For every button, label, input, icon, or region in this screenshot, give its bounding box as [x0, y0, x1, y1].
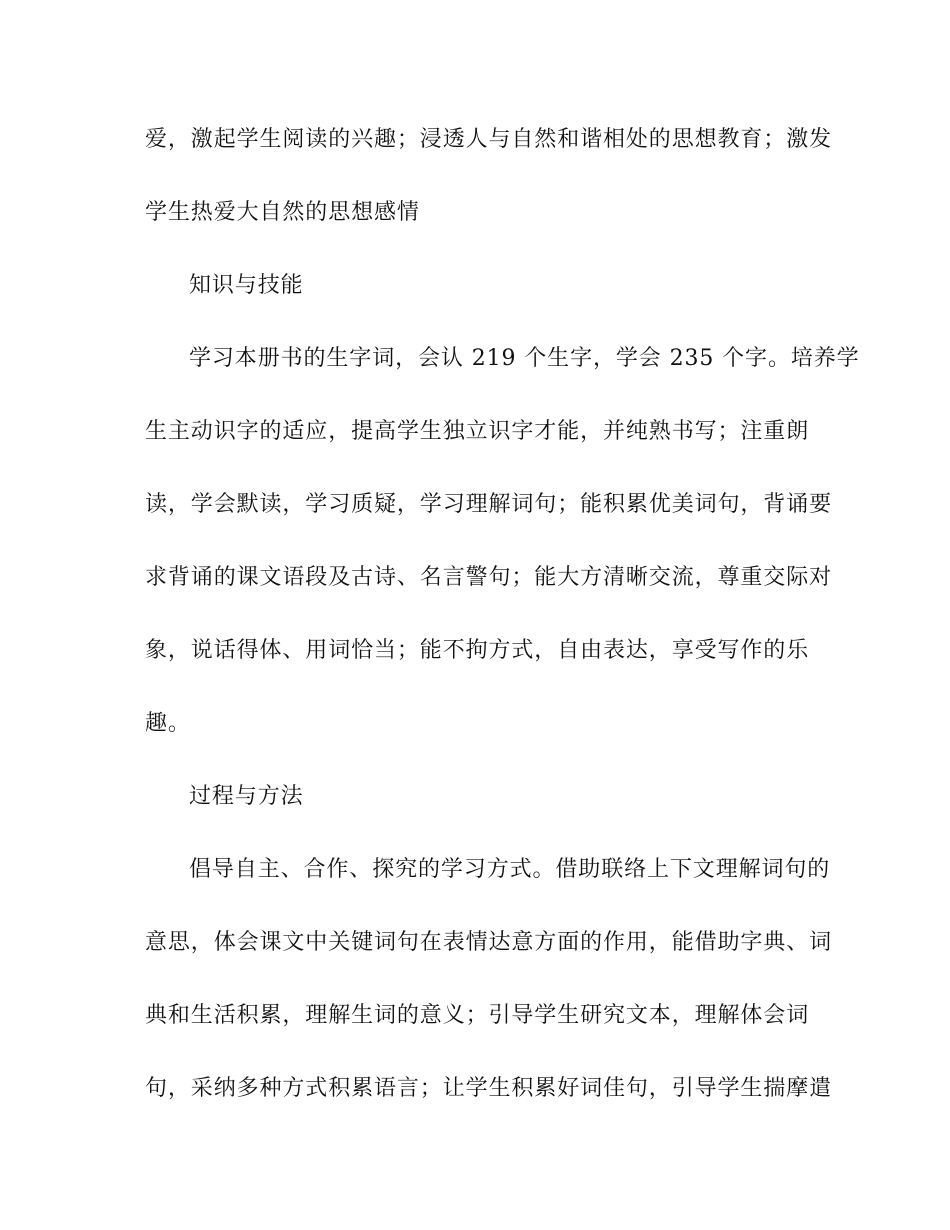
text-line: 读，学会默读，学习质疑，学习理解词句；能积累优美词句，背诵要 — [145, 492, 833, 517]
text-line: 意思，体会课文中关键词句在表情达意方面的作用，能借助字典、词 — [145, 930, 833, 955]
text-line: 趣。 — [145, 711, 191, 736]
section-heading-knowledge-skills: 知识与技能 — [189, 273, 304, 298]
text-line: 学生热爱大自然的思想感情 — [145, 200, 420, 225]
text-line: 倡导自主、合作、探究的学习方式。借助联络上下文理解词句的 — [189, 857, 831, 882]
text-line: 学习本册书的生字词，会认 219 个生字，学会 235 个字。培养学 — [189, 346, 860, 371]
section-heading-process-methods: 过程与方法 — [189, 784, 304, 809]
text-line: 典和生活积累，理解生词的意义；引导学生研究文本，理解体会词 — [145, 1003, 810, 1028]
text-line: 象，说话得体、用词恰当；能不拘方式，自由表达，享受写作的乐 — [145, 638, 810, 663]
text-line: 句，采纳多种方式积累语言；让学生积累好词佳句，引导学生揣摩遣 — [145, 1076, 833, 1101]
text-line: 求背诵的课文语段及古诗、名言警句；能大方清晰交流，尊重交际对 — [145, 565, 833, 590]
text-line: 生主动识字的适应，提高学生独立识字才能，并纯熟书写；注重朗 — [145, 419, 810, 444]
text-line: 爱，激起学生阅读的兴趣；浸透人与自然和谐相处的思想教育；激发 — [145, 127, 833, 152]
